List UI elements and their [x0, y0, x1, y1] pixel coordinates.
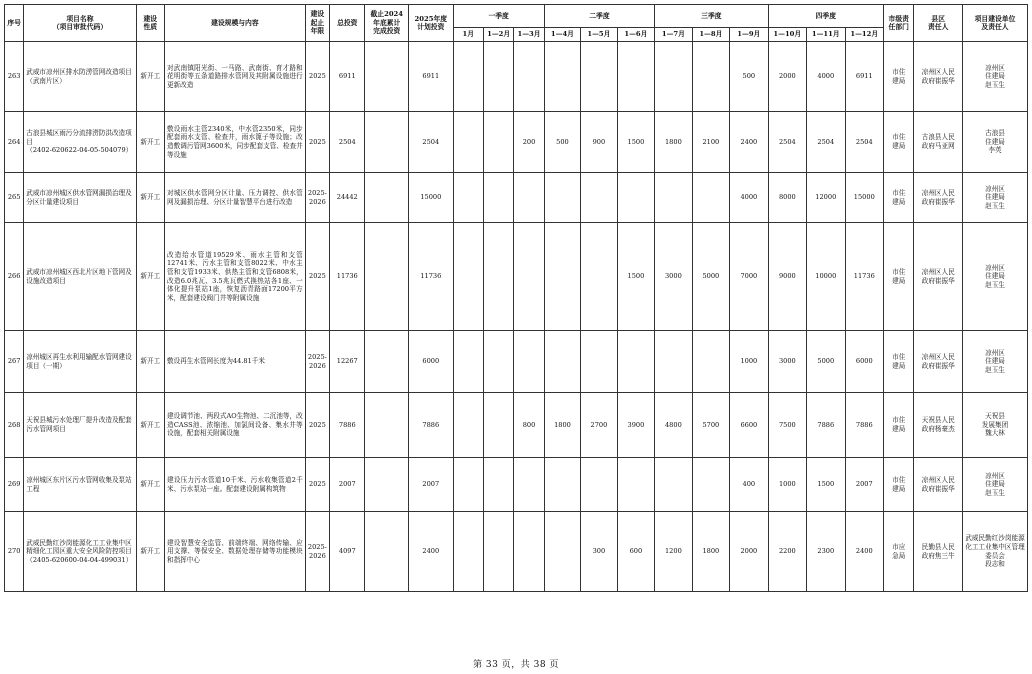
header-q2: 二季度	[544, 5, 654, 28]
cell-month-cumulative: 3900	[617, 393, 655, 458]
header-month: 1—11月	[807, 28, 845, 42]
cell-project-name: 武威市凉州城区供水管网漏损治理及分区计量建设项目	[24, 173, 136, 223]
cell-month-cumulative: 12000	[807, 173, 845, 223]
header-month: 1—4月	[544, 28, 580, 42]
cell-month-cumulative: 800	[514, 393, 544, 458]
cell-done-2024	[365, 112, 409, 173]
cell-plan-2025: 2007	[409, 458, 454, 512]
cell-done-2024	[365, 173, 409, 223]
cell-month-cumulative	[483, 223, 513, 331]
cell-total-investment: 12267	[330, 331, 365, 393]
cell-scale: 敷设再生水管网长度为44.81千米	[164, 331, 305, 393]
header-month: 1—10月	[768, 28, 806, 42]
cell-month-cumulative	[483, 42, 513, 112]
cell-month-cumulative: 400	[730, 458, 769, 512]
cell-period: 2025	[305, 223, 329, 331]
cell-unit-person: 凉州区 住建局 赵玉生	[963, 331, 1028, 393]
cell-month-cumulative	[483, 512, 513, 592]
table-row	[5, 112, 1028, 173]
header-month: 1月	[453, 28, 483, 42]
cell-unit-person: 武威民勤红沙岗能源化工工业集中区管理委员会 段志和	[963, 512, 1028, 592]
cell-month-cumulative	[581, 331, 617, 393]
cell-nature: 新开工	[136, 42, 164, 112]
cell-month-cumulative	[514, 223, 544, 331]
cell-month-cumulative	[483, 173, 513, 223]
header-month: 1—5月	[581, 28, 617, 42]
cell-city-dept: 市住 建局	[884, 331, 914, 393]
cell-done-2024	[365, 512, 409, 592]
cell-month-cumulative: 3000	[655, 223, 692, 331]
cell-month-cumulative	[544, 331, 580, 393]
header-month: 1—9月	[730, 28, 769, 42]
table-row	[5, 458, 1028, 512]
cell-month-cumulative	[483, 112, 513, 173]
header-name: 项目名称 （项目审批代码）	[24, 5, 136, 42]
cell-month-cumulative	[453, 173, 483, 223]
cell-total-investment: 2007	[330, 458, 365, 512]
cell-nature: 新开工	[136, 173, 164, 223]
cell-plan-2025: 15000	[409, 173, 454, 223]
cell-month-cumulative: 5000	[807, 331, 845, 393]
cell-period: 2025- 2026	[305, 173, 329, 223]
cell-city-dept: 市住 建局	[884, 42, 914, 112]
cell-scale: 对武南镇阳光街、一马路、武南街、育才路和花明街等五条道路排水管网及其附属设施进行更新改造	[164, 42, 305, 112]
cell-month-cumulative	[655, 42, 692, 112]
cell-month-cumulative	[483, 331, 513, 393]
cell-month-cumulative	[692, 42, 729, 112]
cell-month-cumulative: 500	[730, 42, 769, 112]
header-done2024: 截止2024 年底累计 完成投资	[365, 5, 409, 42]
cell-county-person: 古浪县人民 政府马亚网	[914, 112, 963, 173]
cell-seq: 264	[5, 112, 24, 173]
cell-scale: 对城区供水管网分区计量、压力调控、供水管网及漏损治理、分区计量智慧平台进行改造	[164, 173, 305, 223]
header-row-1	[5, 5, 1028, 28]
cell-city-dept: 市住 建局	[884, 393, 914, 458]
cell-month-cumulative: 2504	[768, 112, 806, 173]
cell-month-cumulative: 2200	[768, 512, 806, 592]
table-row	[5, 173, 1028, 223]
cell-month-cumulative: 1500	[617, 112, 655, 173]
cell-month-cumulative: 7886	[845, 393, 884, 458]
cell-unit-person: 古浪县 住建局 李英	[963, 112, 1028, 173]
cell-county-person: 凉州区人民 政府崔振华	[914, 42, 963, 112]
cell-month-cumulative: 7500	[768, 393, 806, 458]
cell-nature: 新开工	[136, 458, 164, 512]
cell-project-name: 凉州城区再生水利用输配水管网建设项目（一期）	[24, 331, 136, 393]
table-row	[5, 393, 1028, 458]
header-total: 总投资	[330, 5, 365, 42]
header-month: 1—12月	[845, 28, 884, 42]
cell-month-cumulative: 2000	[730, 512, 769, 592]
cell-done-2024	[365, 42, 409, 112]
cell-seq: 270	[5, 512, 24, 592]
cell-unit-person: 凉州区 住建局 赵玉生	[963, 42, 1028, 112]
cell-city-dept: 市住 建局	[884, 173, 914, 223]
cell-nature: 新开工	[136, 223, 164, 331]
cell-nature: 新开工	[136, 112, 164, 173]
cell-month-cumulative	[655, 173, 692, 223]
cell-scale: 改造给水管道19529米、雨水主管和支管12741米、污水主管和支管8022米、中水主管和支管1933米、供热主管和支管6808米，改造6.0兆瓦、3.5兆瓦燃式换热站各1座、一体化提升泵站1座，恢复沥青路面17200平方米，配套建设阀门井等附属设施	[164, 223, 305, 331]
cell-month-cumulative	[544, 223, 580, 331]
cell-project-name: 凉州城区东片区污水管网收集及泵站工程	[24, 458, 136, 512]
cell-project-name: 武威市凉州城区西北片区地下管网及设施改造项目	[24, 223, 136, 331]
cell-plan-2025: 7886	[409, 393, 454, 458]
cell-seq: 266	[5, 223, 24, 331]
cell-month-cumulative	[453, 112, 483, 173]
page-footer: 第 33 页，共 38 页	[473, 660, 559, 670]
cell-month-cumulative: 4000	[807, 42, 845, 112]
project-table-sheet	[4, 4, 1028, 592]
cell-month-cumulative	[617, 458, 655, 512]
cell-month-cumulative	[581, 458, 617, 512]
cell-total-investment: 2504	[330, 112, 365, 173]
cell-month-cumulative	[453, 458, 483, 512]
cell-scale: 建设智慧安全监管、前端终端、网络传输、应用支撑、等保安全、数据处理存储等功能模块和指挥中心	[164, 512, 305, 592]
cell-done-2024	[365, 223, 409, 331]
cell-month-cumulative: 1500	[617, 223, 655, 331]
cell-month-cumulative	[544, 173, 580, 223]
cell-total-investment: 24442	[330, 173, 365, 223]
cell-month-cumulative	[692, 331, 729, 393]
cell-month-cumulative	[453, 331, 483, 393]
cell-period: 2025- 2026	[305, 512, 329, 592]
cell-done-2024	[365, 458, 409, 512]
cell-scale: 敷设雨水主管2340米，中水管2350米，同步配套雨水支管、检查井，雨水篦子等设施；改造敷调污管网3600米，同步配套支管、检查井等设施	[164, 112, 305, 173]
cell-project-name: 天祝县城污水处理厂提升改造及配套污水管网项目	[24, 393, 136, 458]
cell-plan-2025: 6000	[409, 331, 454, 393]
cell-seq: 265	[5, 173, 24, 223]
cell-month-cumulative: 7886	[807, 393, 845, 458]
cell-month-cumulative	[617, 173, 655, 223]
cell-month-cumulative: 2300	[807, 512, 845, 592]
cell-total-investment: 7886	[330, 393, 365, 458]
cell-project-name: 古浪县城区雨污分流排涝防洪改造项目 （2402-620622-04-05-504079）	[24, 112, 136, 173]
table-row	[5, 512, 1028, 592]
cell-month-cumulative	[617, 331, 655, 393]
cell-plan-2025: 6911	[409, 42, 454, 112]
cell-month-cumulative: 1800	[692, 512, 729, 592]
table-row	[5, 223, 1028, 331]
cell-county-person: 凉州区人民 政府崔振华	[914, 458, 963, 512]
cell-month-cumulative: 2504	[807, 112, 845, 173]
cell-month-cumulative: 600	[617, 512, 655, 592]
cell-month-cumulative	[544, 512, 580, 592]
cell-nature: 新开工	[136, 512, 164, 592]
cell-month-cumulative	[581, 173, 617, 223]
cell-county-person: 民勤县人民 政府焦三牛	[914, 512, 963, 592]
cell-period: 2025	[305, 393, 329, 458]
cell-nature: 新开工	[136, 331, 164, 393]
cell-city-dept: 市应 急局	[884, 512, 914, 592]
cell-month-cumulative	[617, 42, 655, 112]
header-plan2025: 2025年度 计划投资	[409, 5, 454, 42]
cell-total-investment: 11736	[330, 223, 365, 331]
header-q3: 三季度	[655, 5, 768, 28]
cell-month-cumulative: 6000	[845, 331, 884, 393]
cell-month-cumulative: 2504	[845, 112, 884, 173]
cell-month-cumulative	[655, 458, 692, 512]
cell-seq: 269	[5, 458, 24, 512]
header-q1: 一季度	[453, 5, 544, 28]
cell-scale: 建设调节池、两段式AO生物池、二沉池等，改造CASS池、浓缩池、加氯间设备、集水井等设施，配套相关附属设施	[164, 393, 305, 458]
header-month: 1—8月	[692, 28, 729, 42]
cell-seq: 268	[5, 393, 24, 458]
cell-month-cumulative: 4000	[730, 173, 769, 223]
header-q4: 四季度	[768, 5, 883, 28]
cell-month-cumulative: 5000	[692, 223, 729, 331]
cell-month-cumulative	[692, 173, 729, 223]
cell-month-cumulative: 300	[581, 512, 617, 592]
cell-unit-person: 凉州区 住建局 赵玉生	[963, 173, 1028, 223]
cell-plan-2025: 11736	[409, 223, 454, 331]
header-seq: 序号	[5, 5, 24, 42]
cell-city-dept: 市住 建局	[884, 223, 914, 331]
cell-total-investment: 6911	[330, 42, 365, 112]
cell-month-cumulative	[544, 42, 580, 112]
header-unit: 项目建设单位 及责任人	[963, 5, 1028, 42]
cell-unit-person: 凉州区 住建局 赵玉生	[963, 458, 1028, 512]
cell-period: 2025	[305, 112, 329, 173]
cell-month-cumulative: 11736	[845, 223, 884, 331]
cell-month-cumulative	[544, 458, 580, 512]
cell-month-cumulative: 8000	[768, 173, 806, 223]
cell-county-person: 天祝县人民 政府杨豪杰	[914, 393, 963, 458]
cell-scale: 建设压力污水管道10千米、污水收集管道2千米、污水泵站一座。配套建设附属构筑物	[164, 458, 305, 512]
cell-done-2024	[365, 331, 409, 393]
cell-plan-2025: 2504	[409, 112, 454, 173]
cell-seq: 267	[5, 331, 24, 393]
cell-unit-person: 天祝县 发展集团 魏大林	[963, 393, 1028, 458]
cell-month-cumulative: 15000	[845, 173, 884, 223]
cell-month-cumulative	[483, 458, 513, 512]
cell-month-cumulative	[514, 173, 544, 223]
cell-month-cumulative: 1500	[807, 458, 845, 512]
cell-month-cumulative: 2700	[581, 393, 617, 458]
cell-month-cumulative: 900	[581, 112, 617, 173]
cell-city-dept: 市住 建局	[884, 112, 914, 173]
table-row	[5, 331, 1028, 393]
cell-month-cumulative: 2400	[730, 112, 769, 173]
cell-month-cumulative: 9000	[768, 223, 806, 331]
cell-plan-2025: 2400	[409, 512, 454, 592]
cell-month-cumulative	[453, 42, 483, 112]
cell-period: 2025	[305, 458, 329, 512]
cell-month-cumulative: 500	[544, 112, 580, 173]
header-scale: 建设规模与内容	[164, 5, 305, 42]
cell-month-cumulative	[581, 42, 617, 112]
cell-project-name: 武威民勤红沙岗能源化工工业集中区精细化工园区重大安全风险防控项目 （2405-620600-04-04-499031）	[24, 512, 136, 592]
cell-unit-person: 凉州区 住建局 赵玉生	[963, 223, 1028, 331]
cell-month-cumulative: 1000	[768, 458, 806, 512]
cell-city-dept: 市住 建局	[884, 458, 914, 512]
cell-period: 2025- 2026	[305, 331, 329, 393]
cell-county-person: 凉州区人民 政府崔振华	[914, 331, 963, 393]
project-table	[4, 4, 1028, 592]
cell-month-cumulative: 2100	[692, 112, 729, 173]
cell-month-cumulative	[514, 458, 544, 512]
cell-month-cumulative: 5700	[692, 393, 729, 458]
cell-period: 2025	[305, 42, 329, 112]
cell-month-cumulative	[514, 331, 544, 393]
cell-month-cumulative: 2000	[768, 42, 806, 112]
header-county: 县区 责任人	[914, 5, 963, 42]
cell-month-cumulative: 2007	[845, 458, 884, 512]
cell-month-cumulative: 1800	[544, 393, 580, 458]
cell-month-cumulative	[581, 223, 617, 331]
cell-seq: 263	[5, 42, 24, 112]
cell-month-cumulative	[453, 512, 483, 592]
cell-month-cumulative: 3000	[768, 331, 806, 393]
header-month: 1—3月	[514, 28, 544, 42]
cell-month-cumulative: 1800	[655, 112, 692, 173]
cell-month-cumulative: 2400	[845, 512, 884, 592]
cell-month-cumulative: 1000	[730, 331, 769, 393]
cell-month-cumulative: 200	[514, 112, 544, 173]
cell-county-person: 凉州区人民 政府崔振华	[914, 223, 963, 331]
cell-month-cumulative	[692, 458, 729, 512]
cell-month-cumulative	[453, 393, 483, 458]
cell-project-name: 武威市凉州区排水防涝管网改造项目（武南片区）	[24, 42, 136, 112]
project-rows	[5, 42, 1028, 592]
header-period: 建设 起止 年限	[305, 5, 329, 42]
cell-month-cumulative	[514, 512, 544, 592]
cell-month-cumulative: 6911	[845, 42, 884, 112]
cell-nature: 新开工	[136, 393, 164, 458]
header-dept: 市级责 任部门	[884, 5, 914, 42]
cell-county-person: 凉州区人民 政府崔振华	[914, 173, 963, 223]
cell-total-investment: 4097	[330, 512, 365, 592]
cell-month-cumulative: 6600	[730, 393, 769, 458]
header-month: 1—7月	[655, 28, 692, 42]
table-row	[5, 42, 1028, 112]
cell-month-cumulative: 10000	[807, 223, 845, 331]
cell-month-cumulative	[655, 331, 692, 393]
header-month: 1—6月	[617, 28, 655, 42]
cell-month-cumulative	[514, 42, 544, 112]
cell-done-2024	[365, 393, 409, 458]
cell-month-cumulative: 1200	[655, 512, 692, 592]
header-month: 1—2月	[483, 28, 513, 42]
cell-month-cumulative	[453, 223, 483, 331]
cell-month-cumulative: 7000	[730, 223, 769, 331]
cell-month-cumulative	[483, 393, 513, 458]
cell-month-cumulative: 4800	[655, 393, 692, 458]
header-nature: 建设 性质	[136, 5, 164, 42]
